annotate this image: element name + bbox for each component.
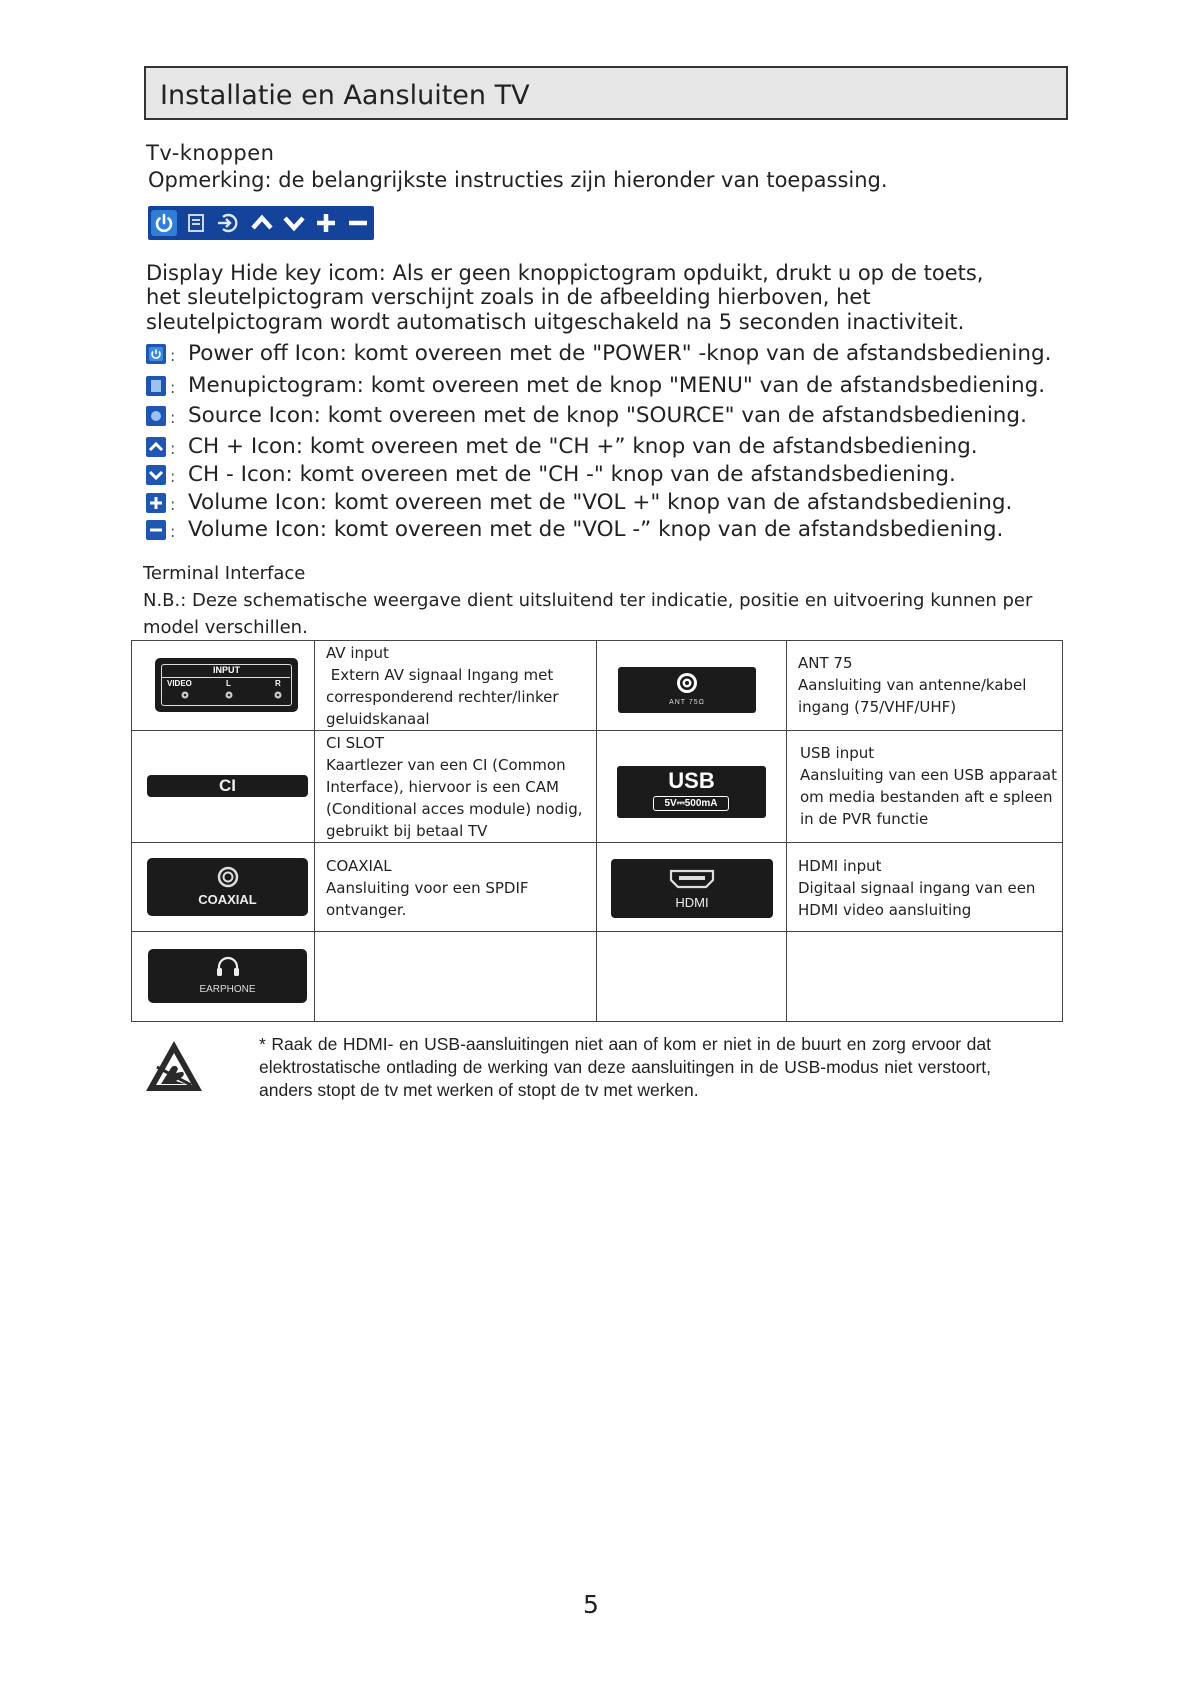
hdmi-title: HDMI input xyxy=(798,857,882,875)
ci-title: CI SLOT xyxy=(326,734,384,752)
av-input-image-cell xyxy=(132,641,315,731)
item-separator: : xyxy=(170,522,176,541)
usb-title: USB input xyxy=(800,744,875,762)
ci-image-cell xyxy=(132,731,315,843)
display-hide-line-1: Display Hide key icom: Als er geen knoppictogram opduikt, drukt u op de toets, xyxy=(146,261,984,285)
ant-text-cell xyxy=(787,641,1063,731)
coaxial-image-cell xyxy=(132,843,315,932)
plus-icon xyxy=(146,493,166,513)
vol-up-description: Volume Icon: komt overeen met de "VOL +" knop van de afstandsbediening. xyxy=(188,490,1013,515)
coaxial-title: COAXIAL xyxy=(326,857,392,875)
usb-panel xyxy=(617,766,766,818)
item-separator: : xyxy=(170,495,176,514)
chevron-down-icon xyxy=(280,209,308,237)
av-input-desc-1: Extern AV signaal Ingang met xyxy=(326,666,554,684)
menu-icon xyxy=(146,376,166,396)
menu-icon xyxy=(182,209,210,237)
earphone-label: EARPHONE xyxy=(199,984,256,995)
rca-jack-icon xyxy=(273,690,283,700)
av-input-desc-2: corresponderend rechter/linker xyxy=(326,688,559,706)
coax-connector-icon xyxy=(676,672,698,694)
esd-warning-icon xyxy=(143,1038,205,1094)
ant-label: ANT 75Ω xyxy=(669,699,705,706)
ant-image-cell xyxy=(597,641,787,731)
coaxial-panel xyxy=(147,858,308,916)
hdmi-port-icon xyxy=(668,868,716,890)
hdmi-desc-1: Digitaal signaal ingang van een xyxy=(798,879,1036,897)
earphone-panel xyxy=(148,949,307,1003)
empty-cell xyxy=(597,932,787,1022)
ci-label: CI xyxy=(219,776,236,795)
item-separator: : xyxy=(170,346,176,365)
item-separator: : xyxy=(170,439,176,458)
power-icon-description: Power off Icon: komt overeen met de "POWER" -knop van de afstandsbediening. xyxy=(188,341,1052,366)
table-row xyxy=(132,932,1063,1022)
ci-desc-3: (Conditional acces module) nodig, xyxy=(326,800,583,818)
hdmi-text-cell xyxy=(787,843,1063,932)
terminal-note-line-1: N.B.: Deze schematische weergave dient uitsluitend ter indicatie, positie en uitvoering kunnen per xyxy=(143,590,1033,611)
ci-slot-panel xyxy=(147,775,308,797)
coaxial-text-cell xyxy=(315,843,597,932)
display-hide-line-2: het sleutelpictogram verschijnt zoals in de afbeelding hierboven, het xyxy=(146,285,871,309)
menu-icon-description: Menupictogram: komt overeen met de knop "MENU" van de afstandsbediening. xyxy=(188,373,1046,398)
terminal-table xyxy=(131,640,1063,1022)
ant-desc-1: Aansluiting van antenne/kabel xyxy=(798,676,1027,694)
table-row xyxy=(132,641,1063,731)
chevron-up-icon xyxy=(146,437,166,457)
input-label: INPUT xyxy=(213,665,240,675)
usb-rating-label: 5V⎓500mA xyxy=(653,796,729,811)
item-separator: : xyxy=(170,378,176,397)
usb-desc-3: in de PVR functie xyxy=(800,810,929,828)
ch-up-description: CH + Icon: komt overeen met de "CH +” knop van de afstandsbediening. xyxy=(188,434,978,459)
headphones-icon xyxy=(215,955,241,977)
tv-key-bar xyxy=(148,206,374,240)
item-separator: : xyxy=(170,467,176,486)
source-icon-description: Source Icon: komt overeen met de knop "SOURCE" van de afstandsbediening. xyxy=(188,403,1027,428)
plus-icon xyxy=(312,209,340,237)
source-icon xyxy=(146,406,166,426)
ant-desc-2: ingang (75/VHF/UHF) xyxy=(798,698,957,716)
source-icon xyxy=(214,209,242,237)
ci-desc-4: gebruikt bij betaal TV xyxy=(326,822,488,840)
ci-text-cell xyxy=(315,731,597,843)
video-label: VIDEO xyxy=(167,679,192,688)
table-row xyxy=(132,843,1063,932)
av-input-desc-3: geluidskanaal xyxy=(326,710,430,728)
terminal-heading: Terminal Interface xyxy=(143,563,306,584)
page-number: 5 xyxy=(583,1590,599,1619)
ant-title: ANT 75 xyxy=(798,654,853,672)
av-input-text-cell xyxy=(315,641,597,731)
item-separator: : xyxy=(170,408,176,427)
tv-buttons-heading: Tv-knoppen xyxy=(146,141,275,165)
usb-desc-2: om media bestanden aft e spleen xyxy=(800,788,1053,806)
hdmi-desc-2: HDMI video aansluiting xyxy=(798,901,972,919)
rca-jack-icon xyxy=(180,690,190,700)
hdmi-image-cell xyxy=(597,843,787,932)
minus-icon xyxy=(146,520,166,540)
vol-down-description: Volume Icon: komt overeen met de "VOL -” knop van de afstandsbediening. xyxy=(188,517,1004,542)
coaxial-label: COAXIAL xyxy=(198,892,257,907)
tv-buttons-note: Opmerking: de belangrijkste instructies zijn hieronder van toepassing. xyxy=(148,168,888,192)
av-input-title: AV input xyxy=(326,644,389,662)
page-title: Installatie en Aansluiten TV xyxy=(160,80,530,111)
power-icon xyxy=(146,344,166,364)
coaxial-desc-2: ontvanger. xyxy=(326,901,407,919)
empty-cell xyxy=(787,932,1063,1022)
power-icon xyxy=(150,209,178,237)
ci-desc-2: Interface), hiervoor is een CAM xyxy=(326,778,559,796)
empty-cell xyxy=(315,932,597,1022)
usb-desc-1: Aansluiting van een USB apparaat xyxy=(800,766,1057,784)
esd-warning-text: * Raak de HDMI- en USB-aansluitingen niet aan of kom er niet in de buurt en zorg ervoor dat elektrostatische ontlading de werking van deze aansluitingen in de USB-modus niet verstoort, anders stopt de tv met werken of stopt de tv met werken. xyxy=(259,1034,991,1100)
table-row xyxy=(132,731,1063,843)
earphone-image-cell xyxy=(132,932,315,1022)
left-audio-label: L xyxy=(226,679,231,688)
coaxial-jack-icon xyxy=(217,866,239,888)
terminal-note-line-2: model verschillen. xyxy=(143,617,308,638)
hdmi-panel xyxy=(611,859,773,918)
coaxial-desc-1: Aansluiting voor een SPDIF xyxy=(326,879,529,897)
display-hide-line-3: sleutelpictogram wordt automatisch uitgeschakeld na 5 seconden inactiviteit. xyxy=(146,310,965,334)
ch-down-description: CH - Icon: komt overeen met de "CH -" knop van de afstandsbediening. xyxy=(188,462,956,487)
right-audio-label: R xyxy=(275,679,281,688)
usb-label: USB xyxy=(668,768,715,793)
ci-desc-1: Kaartlezer van een CI (Common xyxy=(326,756,566,774)
ant-panel xyxy=(618,667,756,713)
minus-icon xyxy=(344,209,372,237)
usb-image-cell xyxy=(597,731,787,843)
av-input-panel xyxy=(155,658,298,712)
chevron-up-icon xyxy=(248,209,276,237)
section-title-box xyxy=(144,66,1068,120)
chevron-down-icon xyxy=(146,465,166,485)
hdmi-label: HDMI xyxy=(675,895,709,910)
rca-jack-icon xyxy=(224,690,234,700)
usb-text-cell xyxy=(787,731,1063,843)
